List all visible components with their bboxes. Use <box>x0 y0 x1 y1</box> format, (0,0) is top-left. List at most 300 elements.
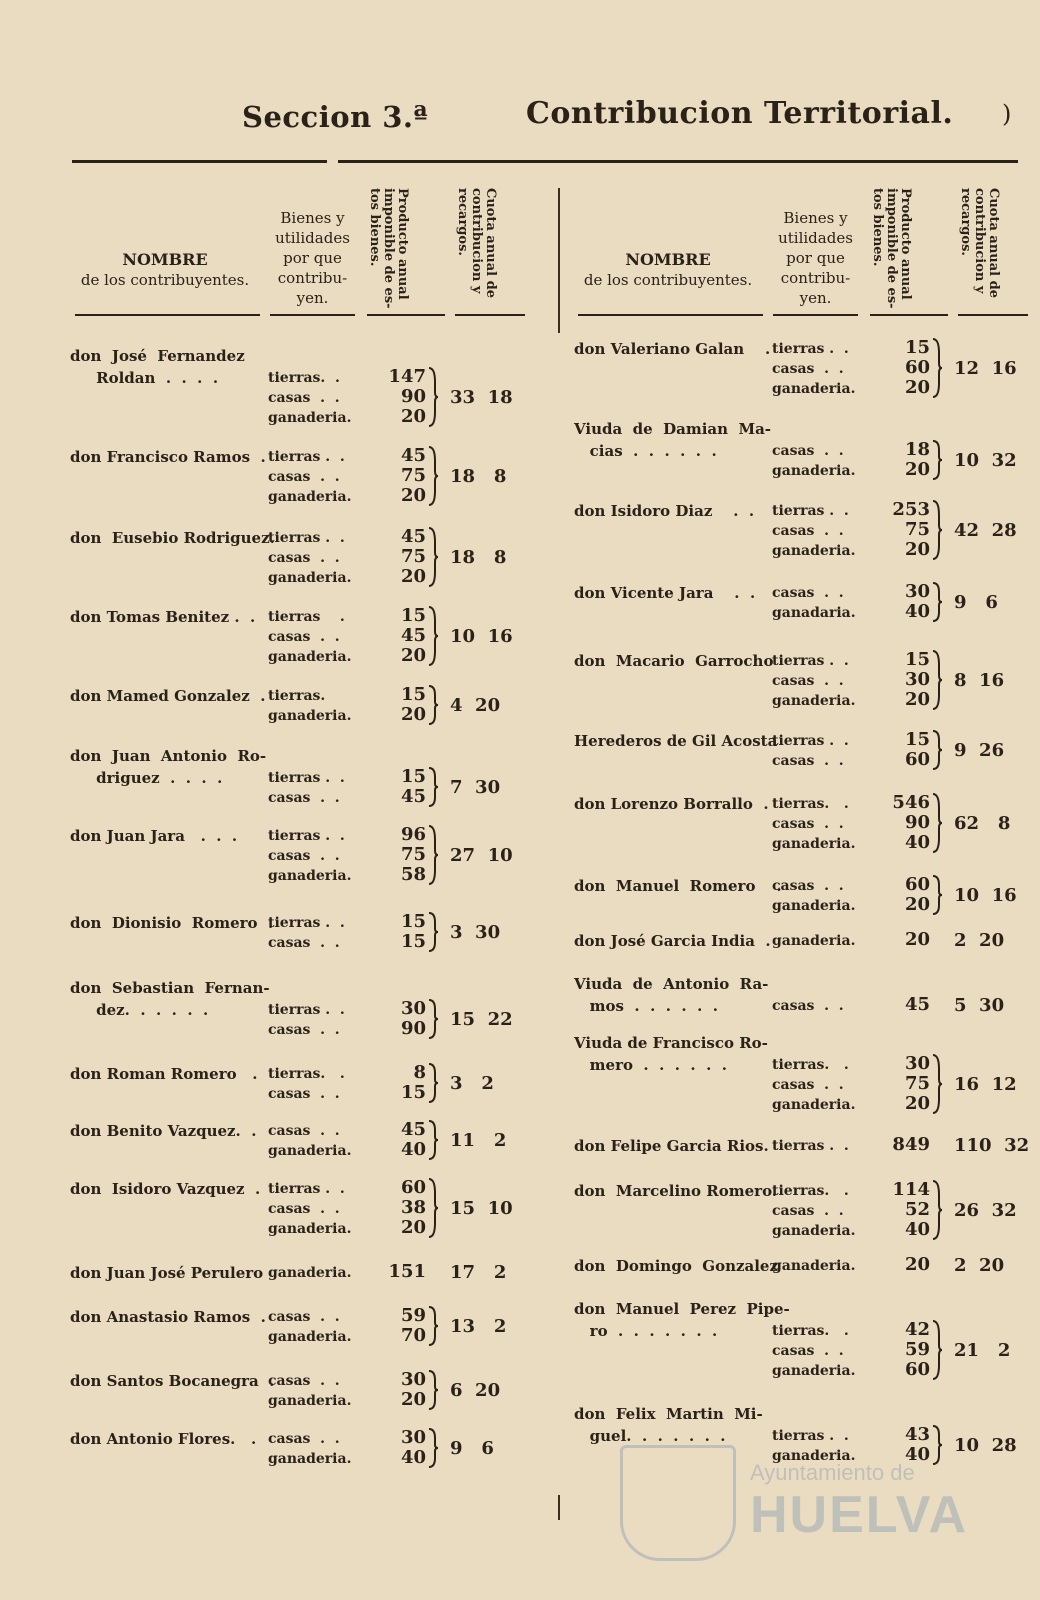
brace-icon <box>931 440 943 480</box>
taxpayer-name <box>70 912 273 934</box>
product-value: 45 <box>904 994 930 1015</box>
column-divider <box>558 188 560 333</box>
taxpayer-name-line: don Isidoro Diaz . . <box>574 502 755 520</box>
property-type: casas . . <box>268 848 340 864</box>
product-value: 20 <box>400 485 426 506</box>
cuota-value: 10 16 <box>450 626 513 647</box>
property-type: tierras . . <box>268 915 345 931</box>
header-bienes-line: yen. <box>799 289 832 307</box>
product-values <box>874 1255 930 1275</box>
product-value: 15 <box>400 684 426 705</box>
taxpayer-name <box>70 745 266 789</box>
property-type: tierras. . <box>772 796 849 812</box>
property-types <box>268 1263 351 1283</box>
taxpayer-name-line: don Vicente Jara . . <box>574 584 756 602</box>
product-value: 8 <box>413 1062 426 1083</box>
taxpayer-name-line: dez. . . . . . <box>70 1001 209 1019</box>
header-producto: Producto anual imponible de es- tos bienes. <box>870 188 913 309</box>
property-type: tierras . . <box>772 1428 849 1444</box>
cuota-value: 16 12 <box>954 1074 1017 1095</box>
product-value: 15 <box>400 931 426 952</box>
property-types <box>772 996 844 1016</box>
taxpayer-name-line: don Isidoro Vazquez . <box>70 1180 261 1198</box>
property-type: casas . . <box>772 1077 844 1093</box>
cuota-value: 42 28 <box>954 520 1017 541</box>
cuota-value: 15 10 <box>450 1198 513 1219</box>
product-values <box>370 1178 426 1238</box>
taxpayer-name-line: don Roman Romero . <box>70 1065 258 1083</box>
product-values <box>370 1063 426 1103</box>
property-types <box>772 876 855 916</box>
product-value: 15 <box>400 911 426 932</box>
cuota-value: 8 16 <box>954 670 1005 691</box>
property-types <box>268 768 345 808</box>
cuota-value: 18 8 <box>450 466 507 487</box>
property-types <box>268 913 345 953</box>
taxpayer-name-line: Herederos de Gil Acosta <box>574 732 778 750</box>
property-type: tierras. . <box>772 1323 849 1339</box>
product-value: 58 <box>400 864 426 885</box>
cuota-value: 62 8 <box>954 813 1011 834</box>
property-type: ganaderia. <box>268 410 352 426</box>
property-types <box>772 1256 855 1276</box>
column-divider-bottom <box>558 1495 560 1520</box>
product-value: 40 <box>400 1447 426 1468</box>
brace-icon <box>931 582 943 622</box>
cuota-value: 110 32 <box>954 1135 1030 1156</box>
property-type: ganaderia. <box>772 1223 856 1239</box>
header-bienes-line: por que <box>283 249 342 267</box>
property-type: ganaderia. <box>268 1265 352 1281</box>
product-values <box>874 1135 930 1155</box>
cuota-value: 2 20 <box>954 1255 1005 1276</box>
property-type: tierras . . <box>268 770 345 786</box>
property-type: ganaderia. <box>268 708 352 724</box>
product-values <box>370 367 426 427</box>
property-type: casas . . <box>772 753 844 769</box>
product-values <box>874 500 930 560</box>
taxpayer-name-line: don Felipe Garcia Rios. <box>574 1137 769 1155</box>
property-type: casas . . <box>268 1086 340 1102</box>
property-types <box>772 583 856 623</box>
product-values <box>370 767 426 807</box>
product-value: 30 <box>400 1427 426 1448</box>
header-bienes-line: por que <box>786 249 845 267</box>
product-value: 20 <box>904 1254 930 1275</box>
page-title: Contribucion Territorial. <box>526 96 954 131</box>
product-value: 30 <box>400 998 426 1019</box>
product-value: 20 <box>400 1217 426 1238</box>
product-value: 849 <box>892 1134 930 1155</box>
product-value: 20 <box>400 704 426 725</box>
product-values <box>370 527 426 587</box>
property-type: tierras . . <box>268 1002 345 1018</box>
product-value: 15 <box>400 766 426 787</box>
property-types <box>772 794 855 854</box>
property-types <box>268 607 351 667</box>
taxpayer-name <box>70 606 255 628</box>
product-values <box>370 606 426 666</box>
cuota-value: 10 28 <box>954 1435 1017 1456</box>
property-type: ganaderia. <box>268 1393 352 1409</box>
property-type: tierras . . <box>268 449 345 465</box>
property-types <box>268 1307 351 1347</box>
property-type: ganaderia. <box>268 649 352 665</box>
brace-icon <box>427 825 439 885</box>
product-value: 90 <box>904 812 930 833</box>
property-type: casas . . <box>772 443 844 459</box>
property-type: tierras . . <box>772 733 849 749</box>
product-value: 40 <box>904 601 930 622</box>
cuota-value: 4 20 <box>450 695 501 716</box>
property-type: casas . . <box>268 629 340 645</box>
product-value: 147 <box>388 366 426 387</box>
taxpayer-name <box>70 1306 266 1328</box>
cuota-value: 9 6 <box>450 1438 494 1459</box>
product-value: 30 <box>400 1369 426 1390</box>
property-type: casas . . <box>772 1203 844 1219</box>
brace-icon <box>427 367 439 427</box>
property-type: ganaderia. <box>268 868 352 884</box>
product-values <box>874 730 930 770</box>
property-types <box>268 1064 345 1104</box>
taxpayer-name-line: don Tomas Benitez . . <box>70 608 256 626</box>
taxpayer-name <box>574 500 754 522</box>
product-value: 75 <box>904 1073 930 1094</box>
taxpayer-name-line: don Valeriano Galan . <box>574 340 771 358</box>
brace-icon <box>931 1054 943 1114</box>
product-values <box>874 650 930 710</box>
header-cuota: Cuota anual de contribucion y recargos. <box>455 188 498 298</box>
product-value: 45 <box>400 445 426 466</box>
brace-icon <box>427 1370 439 1410</box>
product-values <box>370 446 426 506</box>
taxpayer-name-line: Viuda de Francisco Ro- <box>574 1034 768 1052</box>
product-value: 15 <box>904 729 930 750</box>
product-value: 40 <box>904 832 930 853</box>
taxpayer-name-line: don Domingo Gonzalez <box>574 1257 778 1275</box>
product-values <box>874 440 930 480</box>
taxpayer-name-line: guel. . . . . . . <box>574 1427 726 1445</box>
property-type: tierras . . <box>772 1138 849 1154</box>
property-type: ganaderia. <box>268 1221 352 1237</box>
brace-icon <box>931 875 943 915</box>
product-value: 15 <box>904 649 930 670</box>
property-types <box>772 441 855 481</box>
header-bienes-line: contribu- <box>780 269 851 287</box>
property-types <box>268 1371 351 1411</box>
property-type: tierras. . <box>772 1183 849 1199</box>
property-types <box>268 368 351 428</box>
taxpayer-name <box>574 793 769 815</box>
taxpayer-name-line: don Juan José Perulero <box>70 1264 264 1282</box>
header-underline <box>455 314 525 316</box>
product-values <box>874 793 930 853</box>
taxpayer-name-line: don Juan Antonio Ro- <box>70 747 267 765</box>
product-values <box>370 685 426 725</box>
taxpayer-name-line: don Francisco Ramos . <box>70 448 266 466</box>
taxpayer-name-line: don Felix Martin Mi- <box>574 1405 763 1423</box>
property-type: ganaderia. <box>772 1363 856 1379</box>
product-value: 114 <box>892 1179 930 1200</box>
product-value: 20 <box>904 689 930 710</box>
header-bienes-line: yen. <box>296 289 329 307</box>
product-values <box>370 999 426 1039</box>
taxpayer-name <box>574 1255 778 1277</box>
property-type: casas . . <box>772 816 844 832</box>
taxpayer-name <box>70 1178 260 1200</box>
taxpayer-name-line: don José Garcia India . <box>574 932 771 950</box>
product-value: 52 <box>904 1199 930 1220</box>
property-type: tierras . . <box>772 503 849 519</box>
product-value: 546 <box>892 792 930 813</box>
product-values <box>370 1120 426 1160</box>
taxpayer-name <box>70 1370 274 1392</box>
property-type: tierras. . <box>268 370 340 386</box>
property-type: tierras. <box>268 688 326 704</box>
product-values <box>874 930 930 950</box>
taxpayer-name <box>70 1428 256 1450</box>
cuota-value: 33 18 <box>450 387 513 408</box>
taxpayer-name-line: mero . . . . . . <box>574 1056 727 1074</box>
brace-icon <box>931 1320 943 1380</box>
property-types <box>772 651 855 711</box>
taxpayer-name-line: don Anastasio Ramos . <box>70 1308 266 1326</box>
product-value: 15 <box>904 337 930 358</box>
product-value: 20 <box>400 645 426 666</box>
product-value: 59 <box>904 1339 930 1360</box>
property-type: casas . . <box>268 1431 340 1447</box>
header-bienes-line: contribu- <box>277 269 348 287</box>
product-values <box>370 1306 426 1346</box>
taxpayer-name-line: don Dionisio Romero . <box>70 914 274 932</box>
property-type: ganadaria. <box>772 605 856 621</box>
property-type: ganaderia. <box>772 1448 856 1464</box>
product-value: 59 <box>400 1305 426 1326</box>
property-types <box>268 1000 345 1040</box>
watermark <box>620 1445 980 1565</box>
brace-icon <box>427 912 439 952</box>
taxpayer-name-line: cias . . . . . . <box>574 442 717 460</box>
product-value: 151 <box>388 1261 426 1282</box>
property-type: ganaderia. <box>772 933 856 949</box>
property-type: ganaderia. <box>772 836 856 852</box>
product-values <box>874 1320 930 1380</box>
taxpayer-name <box>574 875 782 897</box>
header-nombre-title: NOMBRE <box>122 250 208 269</box>
brace-icon <box>427 999 439 1039</box>
product-value: 15 <box>400 605 426 626</box>
header-cuota: Cuota anual de contribucion y recargos. <box>958 188 1001 298</box>
taxpayer-name-line: Roldan . . . . <box>70 369 219 387</box>
brace-icon <box>427 1063 439 1103</box>
property-type: casas . . <box>772 1343 844 1359</box>
taxpayer-name-line: Viuda de Damian Ma- <box>574 420 772 438</box>
property-type: casas . . <box>268 390 340 406</box>
taxpayer-name <box>574 1180 777 1202</box>
property-types <box>268 686 351 726</box>
product-value: 42 <box>904 1319 930 1340</box>
product-values <box>370 1428 426 1468</box>
cuota-value: 10 32 <box>954 450 1017 471</box>
taxpayer-name-line: ro . . . . . . . <box>574 1322 718 1340</box>
brace-icon <box>427 1120 439 1160</box>
taxpayer-name-line: mos . . . . . . <box>574 997 718 1015</box>
product-value: 75 <box>400 546 426 567</box>
cuota-value: 13 2 <box>450 1316 507 1337</box>
property-type: tierras . . <box>268 1181 345 1197</box>
cuota-value: 3 30 <box>450 922 501 943</box>
product-value: 38 <box>400 1197 426 1218</box>
taxpayer-name <box>70 1262 263 1284</box>
property-type: casas . . <box>268 1022 340 1038</box>
product-value: 90 <box>400 1018 426 1039</box>
taxpayer-name <box>70 1120 256 1142</box>
property-type: tierras . . <box>268 828 345 844</box>
taxpayer-name <box>574 1135 769 1157</box>
taxpayer-name <box>70 825 237 847</box>
property-type: casas . . <box>772 673 844 689</box>
header-bienes-line: utilidades <box>778 229 853 247</box>
property-types <box>772 931 855 951</box>
cuota-value: 17 2 <box>450 1262 507 1283</box>
brace-icon <box>427 1428 439 1468</box>
property-types <box>772 1055 855 1115</box>
cuota-value: 15 22 <box>450 1009 513 1030</box>
header-underline <box>958 314 1028 316</box>
property-types <box>772 1321 855 1381</box>
taxpayer-name-line: don Lorenzo Borrallo . <box>574 795 769 813</box>
product-value: 60 <box>400 1177 426 1198</box>
top-rule-right <box>338 160 1018 163</box>
header-underline <box>367 314 445 316</box>
taxpayer-name <box>574 930 771 952</box>
header-bienes-line: Bienes y <box>783 209 848 227</box>
brace-icon <box>931 500 943 560</box>
taxpayer-name-line: don Manuel Romero . <box>574 877 782 895</box>
property-type: casas . . <box>268 935 340 951</box>
property-type: casas . . <box>772 523 844 539</box>
header-underline <box>870 314 948 316</box>
cuota-value: 9 26 <box>954 740 1005 761</box>
property-type: ganaderia. <box>772 1258 856 1274</box>
product-value: 20 <box>400 406 426 427</box>
property-type: ganaderia. <box>268 489 352 505</box>
product-value: 60 <box>904 874 930 895</box>
property-type: ganaderia. <box>772 463 856 479</box>
product-values <box>874 338 930 398</box>
top-rule-left <box>72 160 327 163</box>
product-value: 20 <box>904 929 930 950</box>
page-number-mark: ) <box>1002 100 1012 128</box>
property-types <box>268 826 351 886</box>
product-value: 70 <box>400 1325 426 1346</box>
taxpayer-name <box>70 1063 258 1085</box>
property-type: ganaderia. <box>772 693 856 709</box>
taxpayer-name-line: don Santos Bocanegra . <box>70 1372 275 1390</box>
product-value: 75 <box>904 519 930 540</box>
property-types <box>772 1136 849 1156</box>
product-values <box>370 825 426 885</box>
property-type: tierras. . <box>268 1066 345 1082</box>
brace-icon <box>427 685 439 725</box>
product-value: 60 <box>904 749 930 770</box>
property-type: ganaderia. <box>268 1143 352 1159</box>
product-values <box>874 1054 930 1114</box>
brace-icon <box>427 446 439 506</box>
property-type: casas . . <box>268 1373 340 1389</box>
header-underline <box>578 314 763 316</box>
product-value: 20 <box>400 566 426 587</box>
property-type: ganaderia. <box>268 1451 352 1467</box>
taxpayer-name <box>574 1298 790 1342</box>
product-value: 253 <box>892 499 930 520</box>
taxpayer-name-line: don Juan Jara . . . <box>70 827 238 845</box>
property-type: tierras. . <box>772 1057 849 1073</box>
cuota-value: 11 2 <box>450 1130 507 1151</box>
header-nombre-sub: de los contribuyentes. <box>80 271 250 289</box>
taxpayer-name-line: don Sebastian Fernan- <box>70 979 270 997</box>
property-type: casas . . <box>268 790 340 806</box>
header-bienes-line: Bienes y <box>280 209 345 227</box>
property-type: casas . . <box>268 550 340 566</box>
property-type: ganaderia. <box>772 381 856 397</box>
header-underline <box>75 314 260 316</box>
property-type: casas . . <box>772 361 844 377</box>
product-values <box>370 1370 426 1410</box>
taxpayer-name-line: don Antonio Flores. . <box>70 1430 257 1448</box>
watermark-line2: HUELVA <box>750 1486 969 1544</box>
taxpayer-name <box>70 685 265 707</box>
property-type: tierras . . <box>772 341 849 357</box>
product-values <box>370 1262 426 1282</box>
taxpayer-name-line: don Marcelino Romero. <box>574 1182 778 1200</box>
taxpayer-name <box>574 730 777 752</box>
product-value: 45 <box>400 786 426 807</box>
header-bienes-line: utilidades <box>275 229 350 247</box>
property-type: ganaderia. <box>772 543 856 559</box>
property-types <box>268 1179 351 1239</box>
product-value: 75 <box>400 844 426 865</box>
coat-of-arms-icon <box>620 1445 736 1561</box>
taxpayer-name-line: Viuda de Antonio Ra- <box>574 975 769 993</box>
cuota-value: 6 20 <box>450 1380 501 1401</box>
cuota-value: 10 16 <box>954 885 1017 906</box>
taxpayer-name-line: driguez . . . . <box>70 769 223 787</box>
header-nombre <box>75 250 255 290</box>
property-type: ganaderia. <box>772 1097 856 1113</box>
product-values <box>874 995 930 1015</box>
taxpayer-name <box>70 446 266 468</box>
cuota-value: 5 30 <box>954 995 1005 1016</box>
property-types <box>268 1429 351 1469</box>
brace-icon <box>427 606 439 666</box>
brace-icon <box>427 1306 439 1346</box>
product-value: 20 <box>904 377 930 398</box>
header-bienes <box>270 208 355 308</box>
taxpayer-name-line: don Macario Garrocho <box>574 652 774 670</box>
taxpayer-name <box>574 973 768 1017</box>
product-value: 20 <box>904 459 930 480</box>
taxpayer-name-line: don Mamed Gonzalez . <box>70 687 266 705</box>
property-type: tierras . . <box>268 530 345 546</box>
cuota-value: 7 30 <box>450 777 501 798</box>
cuota-value: 2 20 <box>954 930 1005 951</box>
product-value: 43 <box>904 1424 930 1445</box>
cuota-value: 26 32 <box>954 1200 1017 1221</box>
property-types <box>772 731 849 771</box>
brace-icon <box>931 650 943 710</box>
